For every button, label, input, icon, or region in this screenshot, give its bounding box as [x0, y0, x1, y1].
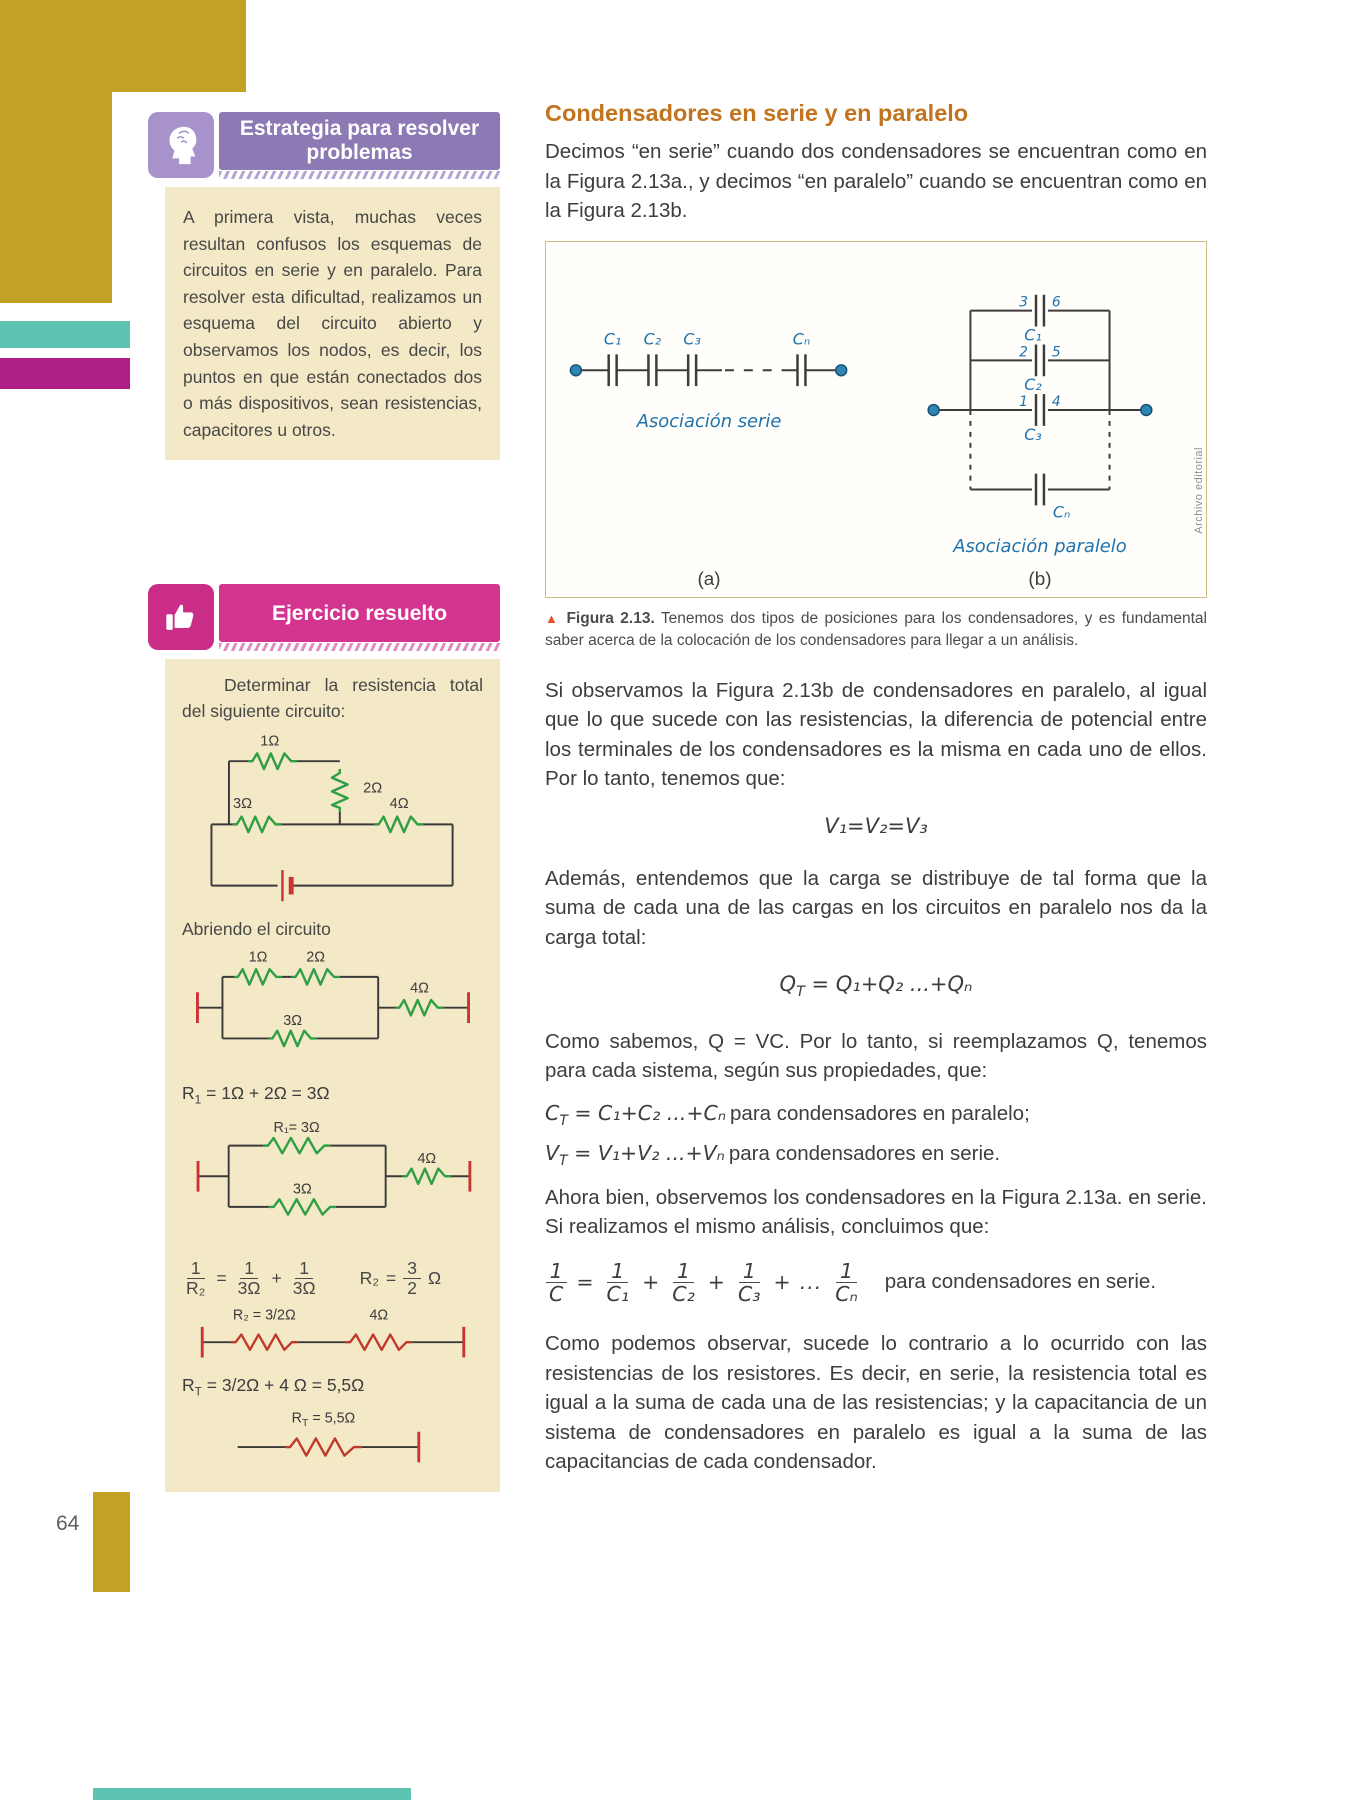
- strategy-box-body: A primera vista, muchas veces resultan confusos los esquemas de circuitos en serie y en paralelo. Para resolver esta dificultad, realizamos un esquema del circuito abierto y observamos los nodos, es decir, los puntos en que están conectados dos o más dispositivos, sean resistencias, capacitores u otros.: [165, 187, 500, 460]
- equation-capacitance-parallel: $C_T = C_1+C_2$ ...+Cₙ para condensadores en paralelo;: [545, 1100, 1030, 1129]
- equation-total-charge: $Q_T = Q_1+Q_2$ ...+Qₙ: [779, 972, 973, 1001]
- exercise-intro: Determinar la resistencia total del siguiente circuito:: [182, 675, 483, 721]
- paragraph-q-equals-vc: Como sabemos, Q = VC. Por lo tanto, si reemplazamos Q, tenemos para cada sistema, según sus propiedades, que:: [545, 1029, 1207, 1083]
- exercise-box-header: [148, 584, 500, 651]
- bottom-block-mustard: [93, 1492, 130, 1592]
- resistor-label-4ohm: 4Ω: [409, 980, 429, 997]
- capacitor-label-c2: C₂: [1024, 374, 1042, 394]
- capacitor-label-c3: C₃: [683, 328, 701, 348]
- side-bar-mustard: [0, 0, 112, 303]
- circuit-diagram-r2-series: [184, 1304, 482, 1367]
- capacitor-associations-diagram: [558, 256, 1194, 594]
- resistor-label-r2: R₂ = 3/2Ω: [232, 1307, 296, 1324]
- resistor-label-4ohm: 4Ω: [416, 1151, 436, 1168]
- circuit-diagram-opened: [184, 948, 482, 1075]
- plate-number: 1: [1019, 393, 1029, 410]
- resistor-label-2ohm: 2Ω: [362, 780, 382, 797]
- series-caption: Asociación serie: [636, 410, 782, 432]
- paragraph-series-analysis: Ahora bien, observemos los condensadores en la Figura 2.13a. en serie. Si realizamos el mismo análisis, concluimos que:: [545, 1185, 1207, 1239]
- triangle-marker-icon: ▲: [545, 611, 561, 627]
- exercise-banner-hatch: [219, 643, 500, 651]
- resistor-label-3ohm: 3Ω: [292, 1181, 312, 1198]
- capacitor-label-cn: Cₙ: [792, 328, 811, 348]
- capacitor-label-c1: C₁: [603, 328, 622, 348]
- resistor-label-2ohm: 2Ω: [305, 949, 325, 966]
- strategy-box-header: [148, 112, 500, 179]
- thumbs-up-icon: [148, 584, 214, 650]
- terminal-dot: [570, 364, 581, 375]
- head-brain-icon: [148, 112, 214, 178]
- plate-number: 6: [1051, 294, 1061, 311]
- circuit-diagram-original: [192, 730, 474, 911]
- exercise-box-title: Ejercicio resuelto: [219, 584, 500, 642]
- paragraph-parallel-voltage: Si observamos la Figura 2.13b de condensadores en paralelo, al igual que lo que sucede con las resistencias, la diferencia de potencial entre los terminales de los condensadores es la misma en cada uno de ellos. Por lo tanto, tenemos que:: [545, 678, 1207, 791]
- terminal-dot: [836, 364, 847, 375]
- figure-credit: Archivo editorial: [1193, 446, 1205, 534]
- equation-parallel-r2: $\frac{1}{\text{R₂}}$ = $\frac{1}{3\Omega}$ + $\frac{1}{3\Omega}$ R₂ = $\frac{3}{2}$ Ω: [186, 1258, 442, 1299]
- equation-voltage-series: $V_T = V_1+V_2$ ...+Vₙ para condensadores en serie.: [545, 1140, 1001, 1169]
- resistor-label-1ohm: 1Ω: [259, 733, 279, 750]
- plate-number: 5: [1051, 343, 1061, 360]
- circuit-diagram-r1-combined: [184, 1115, 482, 1249]
- capacitor-label-c2: C₂: [643, 328, 662, 348]
- paragraph-intro: Decimos “en serie” cuando dos condensadores se encuentran como en la Figura 2.13a., y decimos “en paralelo” cuando se encuentran como en la Figura 2.13b.: [545, 140, 1207, 223]
- page-number: 64: [56, 1512, 80, 1535]
- exercise-box-body: [165, 659, 500, 1491]
- circuit-diagram-rt: [184, 1407, 482, 1468]
- figure-caption: ▲ Figura 2.13. Tenemos dos tipos de posiciones para los condensadores, y es fundamental saber acerca de la colocación de los condensadores para llegar a un análisis.: [545, 610, 1207, 650]
- strategy-box-title: Estrategia para resolver problemas: [219, 112, 500, 170]
- figure-sub-b: (b): [1028, 568, 1052, 590]
- resistor-label-rt: $R_T = 5,5\Omega$: [291, 1410, 355, 1429]
- side-bar-teal: [0, 321, 130, 348]
- resistor-label-r1: R₁= 3Ω: [272, 1120, 320, 1137]
- parallel-caption: Asociación paralelo: [953, 535, 1127, 557]
- equation-series-capacitance: $\frac{1}{C}$ = $\frac{1}{\text{C₁}}$ + $\frac{1}{\text{C₂}}$ + $\frac{1}{\text{C₃}}$ + ... $\frac{1}{\text{Cₙ}}$ para condensadores en serie.: [545, 1260, 1207, 1305]
- article-title: Condensadores en serie y en paralelo: [545, 100, 969, 126]
- resistor-label-3ohm: 3Ω: [232, 795, 252, 812]
- capacitor-label-c1: C₁: [1024, 325, 1042, 345]
- resistor-label-4ohm: 4Ω: [389, 795, 409, 812]
- side-bar-magenta: [0, 358, 130, 389]
- resistor-label-4ohm: 4Ω: [368, 1307, 388, 1324]
- figure-sub-a: (a): [697, 568, 721, 590]
- plate-number: 4: [1051, 393, 1061, 410]
- plate-number: 3: [1019, 294, 1029, 311]
- article-column: [545, 100, 1207, 1492]
- paragraph-conclusion: Como podemos observar, sucede lo contrario a lo ocurrido con las resistencias de los resistores. Es decir, en serie, la resistencia total es igual a la suma de cada una de las resistencias; y la capacitancia de un sistema de condensadores en paralelo es igual a la suma de las capacitancias de cada condensador.: [545, 1332, 1207, 1474]
- resistor-label-1ohm: 1Ω: [248, 949, 267, 966]
- terminal-dot: [1141, 404, 1152, 415]
- resistor-label-3ohm: 3Ω: [282, 1013, 302, 1030]
- figure-2-13: [545, 241, 1207, 599]
- equation-total-resistance: $R_T = 3/2\Omega + 4$ Ω = 5,5Ω: [182, 1375, 365, 1399]
- opening-circuit-label: Abriendo el circuito: [182, 919, 331, 940]
- terminal-dot: [928, 404, 939, 415]
- plate-number: 2: [1019, 343, 1029, 360]
- capacitor-label-c3: C₃: [1024, 424, 1042, 444]
- equation-series-r1: $R_1 = 1\Omega + 2\Omega = 3\Omega$: [182, 1083, 330, 1107]
- left-column: [148, 112, 500, 1492]
- equation-voltages: V₁=V₂=V₃: [824, 813, 928, 838]
- paragraph-charge-distribution: Además, entendemos que la carga se distribuye de tal forma que la suma de cada una de las cargas en los circuitos en paralelo nos da la carga total:: [545, 866, 1207, 949]
- bottom-strip-teal: [93, 1788, 411, 1800]
- capacitor-label-cn: Cₙ: [1052, 501, 1071, 521]
- strategy-banner-hatch: [219, 171, 500, 179]
